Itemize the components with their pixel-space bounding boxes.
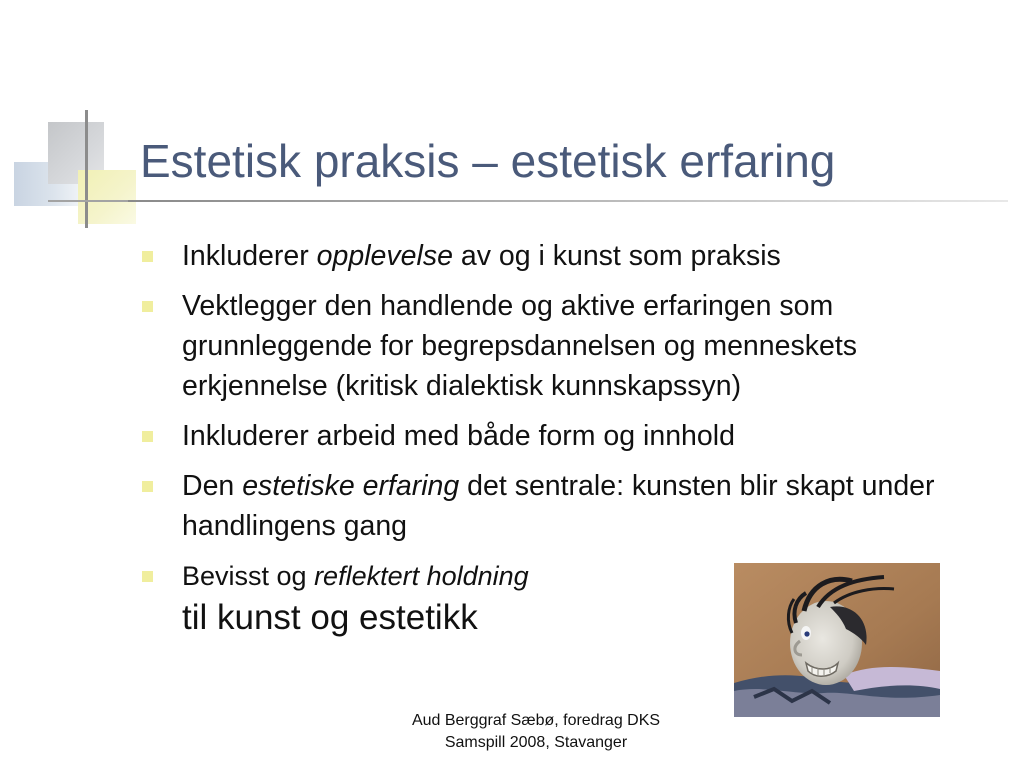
doll-photo [734, 563, 940, 717]
decorative-horizontal-line [48, 200, 138, 202]
title-underline [128, 200, 1008, 202]
bullet-item-3 [142, 416, 1002, 456]
bullet-emphasis: estetiske erfaring [242, 470, 460, 502]
bullet-text: Inkluderer [182, 240, 317, 272]
bullet-emphasis: reflektert holdning [314, 561, 529, 591]
square-bullet-icon [142, 571, 153, 582]
bullet-item-2 [142, 286, 1002, 406]
doll-photo-illustration [734, 563, 940, 717]
footer-line-2: Samspill 2008, Stavanger [444, 734, 628, 751]
footer-credit [360, 710, 712, 754]
bullet-item-1 [142, 236, 1002, 276]
square-bullet-icon [142, 301, 153, 312]
square-bullet-icon [142, 481, 153, 492]
bullet-text-large: til kunst og estetikk [182, 598, 478, 637]
bullet-text: Inkluderer arbeid med både form og innhold [182, 420, 735, 452]
bullet-item-5 [142, 556, 702, 640]
bullet-text: Den [182, 470, 243, 502]
bullet-text: Vektlegger den handlende og aktive erfaringen som grunnleggende for begrepsdannelsen og menneskets erkjennelse (kritisk dialektisk kunnskapssyn) [182, 290, 857, 402]
bullet-text: Bevisst og [182, 561, 315, 591]
square-bullet-icon [142, 251, 153, 262]
bullet-item-4 [142, 466, 1002, 546]
bullet-text: av og i kunst som praksis [452, 240, 781, 272]
footer-line-1: Aud Berggraf Sæbø, foredrag DKS [411, 712, 661, 729]
bullet-emphasis: opplevelse [316, 240, 453, 272]
bullet-text: det sentrale: kunsten blir skapt under handlingens gang [182, 470, 935, 542]
square-bullet-icon [142, 431, 153, 442]
decorative-vertical-line [85, 110, 88, 228]
slide-title: Estetisk praksis – estetisk erfaring [140, 135, 836, 187]
